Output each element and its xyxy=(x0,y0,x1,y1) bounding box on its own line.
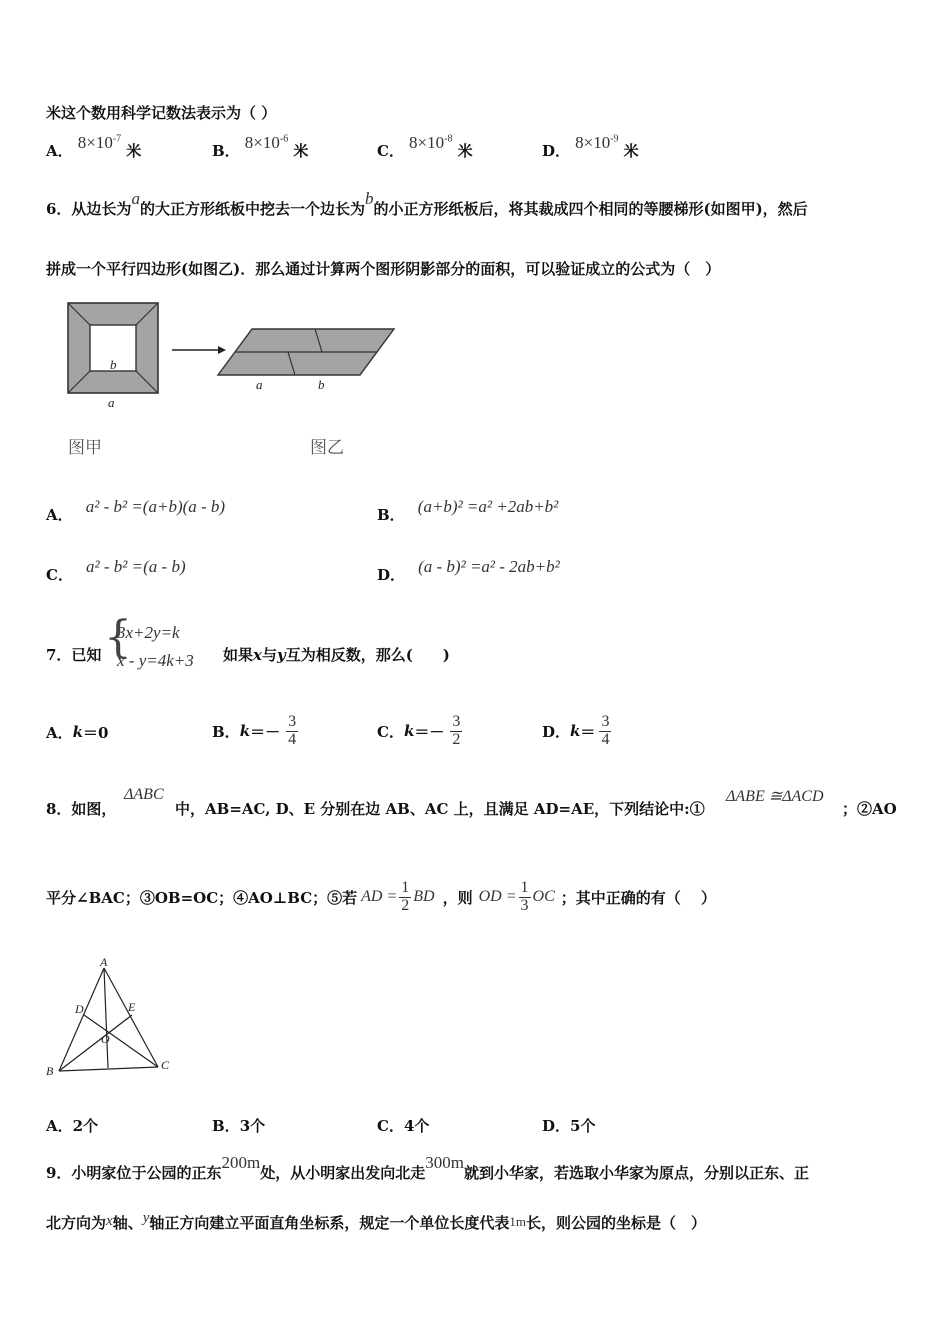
q6-option-d[interactable]: D． (a - b)² =a² - 2ab+b² xyxy=(377,557,560,584)
q7-eq2: x - y=4k+3 xyxy=(117,651,194,670)
q6-option-b[interactable]: B． (a+b)² =a² +2ab+b² xyxy=(377,497,559,524)
q7-stem-tail: 如果x与y互为相反数，那么( ) xyxy=(223,646,450,664)
fig-jia-b-label: b xyxy=(110,357,117,372)
q8-option-b[interactable]: B．3个 xyxy=(212,1117,266,1135)
q6-option-c[interactable]: C． a² - b² =(a - b) xyxy=(46,557,186,584)
fig-yi-b-label: b xyxy=(318,377,325,392)
fig-label-o: O xyxy=(101,1032,110,1046)
q7-system xyxy=(117,619,194,675)
q5-option-c[interactable]: C． $8\times 10^{-8}$ 米 xyxy=(377,133,473,160)
figure-jia xyxy=(68,303,158,410)
fig-label-b: B xyxy=(46,1064,54,1078)
q8-option-c[interactable]: C．4个 xyxy=(377,1117,430,1135)
q7-option-d[interactable]: D． k ＝ $\frac{3}{4}$ xyxy=(542,712,610,748)
q5-option-b[interactable]: B． $8\times 10^{-6}$ 米 xyxy=(212,133,309,160)
q5-option-c-value: $8\times 10^{-8}$ xyxy=(409,133,453,152)
q8-stem-line1: 8．如图， xyxy=(46,800,117,818)
caption-yi: 图乙 xyxy=(310,438,344,458)
q8-stem-end1: ；②AO xyxy=(842,800,897,818)
q5-option-a[interactable]: A． $8\times 10^{-7}$ 米 xyxy=(46,133,142,160)
q8-stem-mid: 中，AB=AC, D、E 分别在边 AB、AC 上，且满足 AD=AE，下列结论中:① xyxy=(175,800,705,818)
figure-yi xyxy=(218,329,394,392)
system-brace: { xyxy=(104,612,132,663)
q7-eq1: 3x+2y=k xyxy=(117,623,180,642)
q8-figure xyxy=(40,955,180,1080)
q6-stem-line2: 拼成一个平行四边形(如图乙)．那么通过计算两个图形阴影部分的面积，可以验证成立的公式为（ ） xyxy=(46,260,721,278)
fig-jia-a-label: a xyxy=(108,395,115,410)
q6-figure xyxy=(60,295,410,465)
q8-triangle: ΔABC xyxy=(124,786,164,803)
q9-stem-line2: 北方向为x轴、y轴正方向建立平面直角坐标系，规定一个单位长度代表1m长，则公园的坐标是（ ） xyxy=(46,1210,707,1232)
q7-option-a[interactable]: A． k ＝0 xyxy=(46,723,109,742)
fig-label-e: E xyxy=(128,1000,136,1014)
q6-stem-line1: 6．从边长为a的大正方形纸板中挖去一个边长为b的小正方形纸板后，将其裁成四个相同的等腰梯形(如图甲)，然后 xyxy=(46,189,808,218)
q7-option-c[interactable]: C． k ＝－ $\frac{3}{2}$ xyxy=(377,712,461,748)
q6-option-c-formula: a² - b² =(a - b) xyxy=(86,557,186,576)
q6-option-d-formula: (a - b)² =a² - 2ab+b² xyxy=(418,557,560,576)
q8-stem-line2: 平分∠BAC；③OB=OC；④AO⊥BC；⑤若 AD = $\frac{1}{2}$ BD ，则 OD = $\frac{1}{3}$ OC ；其中正确的有（ ） xyxy=(46,878,716,914)
q9-stem-line1: 9．小明家位于公园的正东200m处，从小明家出发向北走300m就到小华家，若选取小华家为原点，分别以正东、正 xyxy=(46,1153,809,1182)
fig-label-c: C xyxy=(161,1058,170,1072)
q8-option-a[interactable]: A．2个 xyxy=(46,1117,99,1135)
q6-option-a-formula: a² - b² =(a+b)(a - b) xyxy=(85,497,226,516)
q5-option-a-value: $8\times 10^{-7}$ xyxy=(77,133,122,152)
q5-option-d[interactable]: D． $8\times 10^{-9}$ 米 xyxy=(542,133,639,160)
q5-stem: 米这个数用科学记数法表示为（ ） xyxy=(46,104,277,122)
q7-prefix: 7．已知 xyxy=(46,646,102,664)
q5-option-b-value: $8\times 10^{-6}$ xyxy=(244,133,289,152)
arrow xyxy=(172,346,226,354)
q7-option-b[interactable]: B． k ＝－ $\frac{3}{4}$ xyxy=(212,712,297,748)
q6-option-a[interactable]: A． a² - b² =(a+b)(a - b) xyxy=(46,497,226,524)
q5-option-d-value: $8\times 10^{-9}$ xyxy=(575,133,619,152)
q8-option-d[interactable]: D．5个 xyxy=(542,1117,596,1135)
fig-label-d: D xyxy=(75,1002,84,1016)
q8-congruence: ΔABE ≅ΔACD xyxy=(726,788,824,805)
caption-jia: 图甲 xyxy=(68,438,102,458)
fig-yi-a-label: a xyxy=(256,377,263,392)
fig-label-a: A xyxy=(100,955,108,969)
q6-option-b-formula: (a+b)² =a² +2ab+b² xyxy=(417,497,559,516)
